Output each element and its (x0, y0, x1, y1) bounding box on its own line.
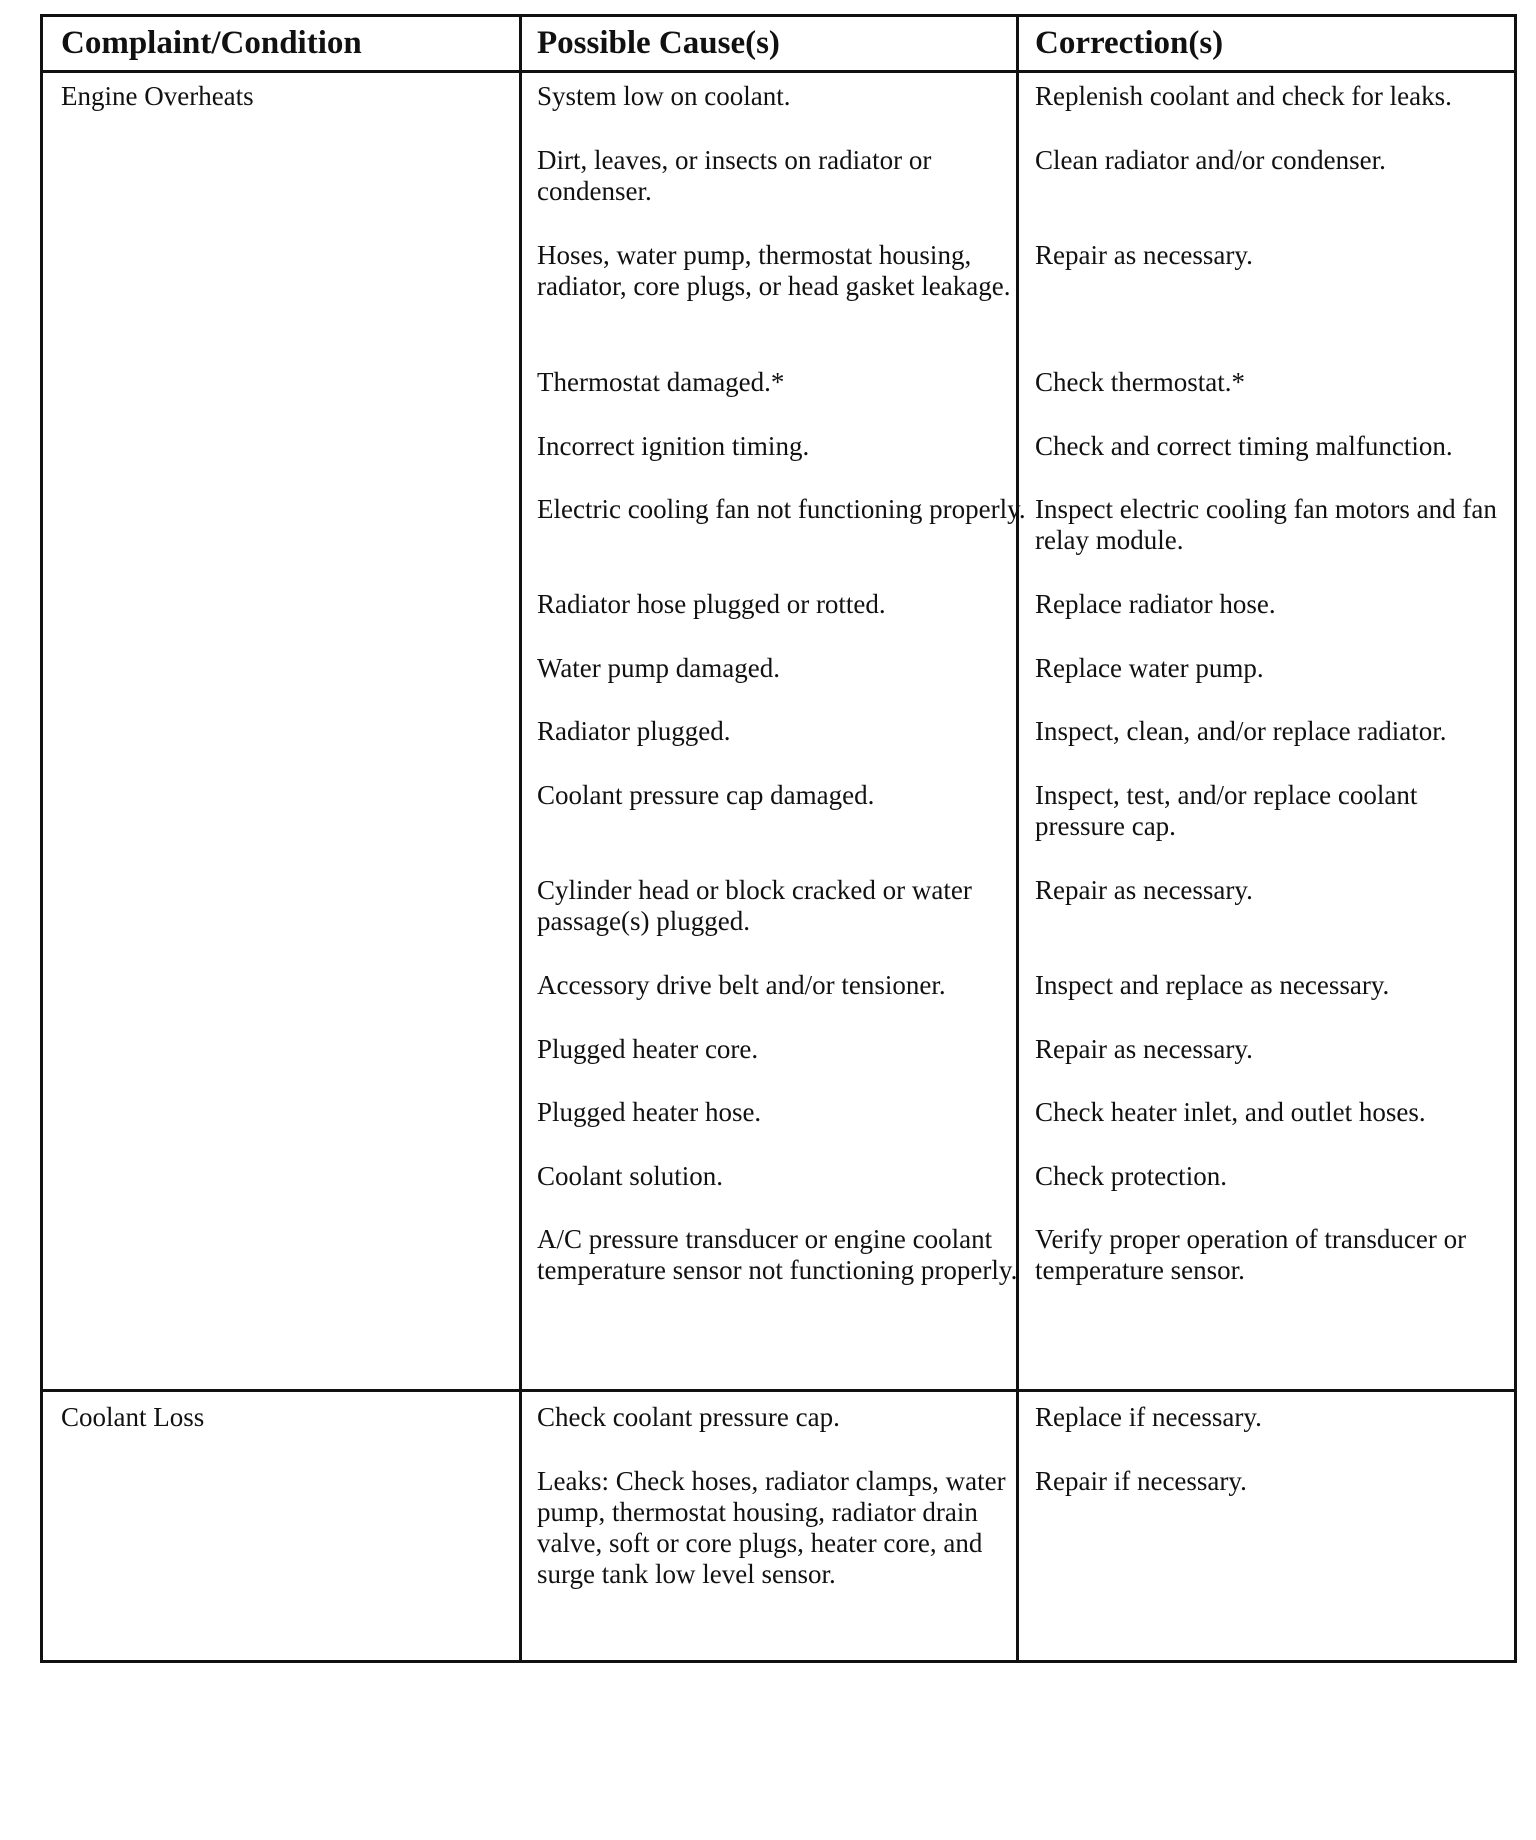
correction-cell: Clean radiator and/or condenser. (1035, 145, 1386, 175)
header-complaint: Complaint/Condition (61, 25, 362, 61)
correction-cell: Check protection. (1035, 1161, 1227, 1191)
cause-cell: A/C pressure transducer or engine coolant temperature sensor not functioning properly. (537, 1224, 1018, 1285)
cause-cell: Plugged heater hose. (537, 1097, 762, 1127)
correction-cell: Repair if necessary. (1035, 1466, 1247, 1496)
cause-cell: Thermostat damaged.* (537, 367, 785, 397)
cause-cell: Coolant solution. (537, 1161, 724, 1191)
correction-cell: Repair as necessary. (1035, 875, 1253, 905)
section-divider (43, 1389, 1514, 1392)
correction-cell: Check and correct timing malfunction. (1035, 431, 1453, 461)
cause-cell: Water pump damaged. (537, 653, 780, 683)
column-divider (519, 17, 522, 1660)
cause-cell: Plugged heater core. (537, 1034, 759, 1064)
cause-cell: System low on coolant. (537, 81, 791, 111)
cause-cell: Electric cooling fan not functioning properly. (537, 494, 1026, 524)
cause-cell: Check coolant pressure cap. (537, 1402, 840, 1432)
correction-cell: Inspect electric cooling fan motors and fan relay module. (1035, 494, 1497, 555)
troubleshooting-table (40, 14, 1517, 1663)
correction-cell: Inspect, clean, and/or replace radiator. (1035, 716, 1447, 746)
cause-cell: Leaks: Check hoses, radiator clamps, water pump, thermostat housing, radiator drain valve, soft or core plugs, heater core, and surge tank low level sensor. (537, 1466, 1006, 1589)
correction-cell: Inspect and replace as necessary. (1035, 970, 1390, 1000)
correction-cell: Replenish coolant and check for leaks. (1035, 81, 1452, 111)
header-correction: Correction(s) (1035, 25, 1224, 61)
cause-cell: Accessory drive belt and/or tensioner. (537, 970, 946, 1000)
cause-cell: Coolant pressure cap damaged. (537, 780, 875, 810)
condition-engine-overheats: Engine Overheats (61, 81, 254, 111)
correction-cell: Check thermostat.* (1035, 367, 1245, 397)
cause-cell: Hoses, water pump, thermostat housing, radiator, core plugs, or head gasket leakage. (537, 240, 1011, 301)
header-cause: Possible Cause(s) (537, 25, 780, 61)
correction-cell: Repair as necessary. (1035, 1034, 1253, 1064)
correction-cell: Replace radiator hose. (1035, 589, 1276, 619)
cause-cell: Dirt, leaves, or insects on radiator or condenser. (537, 145, 932, 206)
cause-cell: Radiator plugged. (537, 716, 731, 746)
correction-cell: Inspect, test, and/or replace coolant pressure cap. (1035, 780, 1418, 841)
correction-cell: Replace water pump. (1035, 653, 1264, 683)
cause-cell: Cylinder head or block cracked or water passage(s) plugged. (537, 875, 972, 936)
correction-cell: Replace if necessary. (1035, 1402, 1262, 1432)
cause-cell: Radiator hose plugged or rotted. (537, 589, 886, 619)
header-divider (43, 70, 1514, 73)
correction-cell: Check heater inlet, and outlet hoses. (1035, 1097, 1426, 1127)
correction-cell: Verify proper operation of transducer or temperature sensor. (1035, 1224, 1467, 1285)
condition-coolant-loss: Coolant Loss (61, 1402, 205, 1432)
correction-cell: Repair as necessary. (1035, 240, 1253, 270)
cause-cell: Incorrect ignition timing. (537, 431, 810, 461)
